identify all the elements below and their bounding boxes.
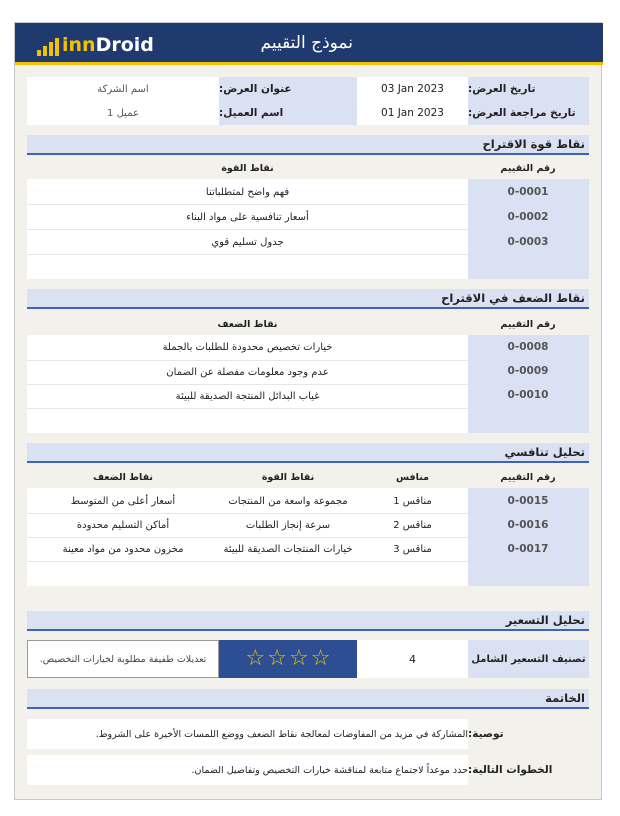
form-title: نموذج التقييم — [260, 33, 353, 53]
recommendation-text[interactable]: المشاركة في مزيد من المفاوضات لمعالجة نقاط الضعف ووضع اللمسات الأخيرة على الشروط. — [27, 719, 468, 749]
weakness-row-3-id: 0-0010 — [507, 389, 549, 401]
star-icon: ☆ — [310, 646, 331, 671]
client-name-value[interactable]: عميل 1 — [27, 101, 219, 125]
review-date-value[interactable]: 01 Jan 2023 — [357, 101, 468, 125]
logo-bars-icon — [37, 38, 59, 56]
client-name-label: اسم العميل: — [219, 101, 357, 125]
proposal-title-label: عنوان العرض: — [219, 77, 357, 101]
star-icon: ☆ — [289, 646, 309, 671]
weakness-row-1-text[interactable]: خيارات تخصيص محدودة للطلبات بالجملة — [162, 341, 333, 353]
strengths-section-title: نقاط قوة الاقتراح — [27, 135, 589, 155]
logo-highlight-text: inn — [62, 34, 96, 56]
strength-row-2-id: 0-0002 — [507, 211, 549, 223]
strength-row-1-text[interactable]: فهم واضح لمتطلباتنا — [205, 186, 290, 198]
pricing-section-title: تحليل التسعير — [27, 611, 589, 631]
strength-row-3-text[interactable]: جدول تسليم قوي — [211, 236, 284, 248]
next-steps-text[interactable]: حدد موعداً لاجتماع متابعة لمناقشة خيارات التخصيص وتفاصيل الضمان. — [27, 755, 468, 785]
logo-text: Droid — [95, 34, 154, 56]
competitive-col-id: رقم التقييم — [500, 472, 556, 483]
competitive-col-weaknesses: نقاط الضعف — [92, 472, 153, 483]
pricing-star-rating — [219, 640, 357, 678]
weaknesses-col-id: رقم التقييم — [500, 319, 556, 330]
weakness-row-3-text[interactable]: غياب البدائل المنتجة الصديقة للبيئة — [175, 390, 320, 402]
innodroid-logo — [37, 32, 154, 56]
company-name-value[interactable]: اسم الشركة — [27, 77, 219, 101]
competitive-row-2-weakness[interactable]: أماكن التسليم محدودة — [76, 519, 170, 531]
weakness-row-1-id: 0-0008 — [507, 341, 549, 353]
competitive-row-2-competitor[interactable]: مناقس 2 — [393, 519, 432, 531]
proposal-date-value[interactable]: 03 Jan 2023 — [357, 77, 468, 101]
strengths-col-text: نقاط القوة — [221, 163, 274, 174]
weaknesses-section-title: نقاط الضعف في الاقتراح — [27, 289, 589, 309]
competitive-row-1-competitor[interactable]: مناقس 1 — [393, 495, 432, 507]
star-icon: ☆ — [267, 646, 287, 671]
next-steps-label: الخطوات التالية: — [468, 764, 553, 776]
pricing-comment[interactable]: تعديلات طفيفة مطلوبة لخيارات التخصيص. — [27, 640, 219, 678]
weakness-row-2-text[interactable]: عدم وجود معلومات مفصلة عن الضمان — [166, 366, 329, 378]
evaluation-form-page — [14, 22, 602, 800]
proposal-date-label: تاريخ العرض: — [468, 77, 589, 101]
competitive-col-competitor: منافس — [396, 472, 429, 483]
review-date-label: تاريخ مراجعة العرض: — [468, 101, 589, 125]
competitive-row-3-competitor[interactable]: مناقس 3 — [393, 543, 432, 555]
pricing-rating-value[interactable]: 4 — [357, 640, 468, 678]
strength-row-3-id: 0-0003 — [507, 236, 549, 248]
form-header — [15, 23, 603, 65]
competitive-row-2-id: 0-0016 — [507, 519, 549, 531]
competitive-row-1-id: 0-0015 — [507, 495, 549, 507]
pricing-rating-label: تصنيف التسعير الشامل — [468, 640, 589, 678]
strengths-col-id: رقم التقييم — [500, 163, 556, 174]
competitive-row-1-weakness[interactable]: أسعار أعلى من المتوسط — [70, 495, 176, 507]
strength-row-1-id: 0-0001 — [507, 186, 549, 198]
weakness-row-2-id: 0-0009 — [507, 365, 549, 377]
competitive-row-3-weakness[interactable]: مخزون محدود من مواد معينة — [62, 543, 184, 555]
weaknesses-col-text: نقاط الضعف — [217, 319, 278, 330]
conclusion-section-title: الخاتمة — [27, 689, 589, 709]
competitive-row-2-strength[interactable]: سرعة إنجاز الطلبات — [245, 519, 331, 531]
competitive-section-title: تحليل تنافسي — [27, 443, 589, 463]
competitive-row-3-strength[interactable]: خيارات المنتجات الصديقة للبيئة — [223, 543, 353, 555]
competitive-row-1-strength[interactable]: مجموعة واسعة من المنتجات — [228, 495, 348, 507]
star-icon: ☆ — [245, 646, 266, 671]
competitive-row-3-id: 0-0017 — [507, 543, 549, 555]
competitive-col-strengths: نقاط القوة — [261, 472, 315, 483]
strength-row-2-text[interactable]: أسعار تنافسية على مواد البناء — [186, 211, 309, 223]
recommendation-label: توصية: — [468, 728, 504, 740]
